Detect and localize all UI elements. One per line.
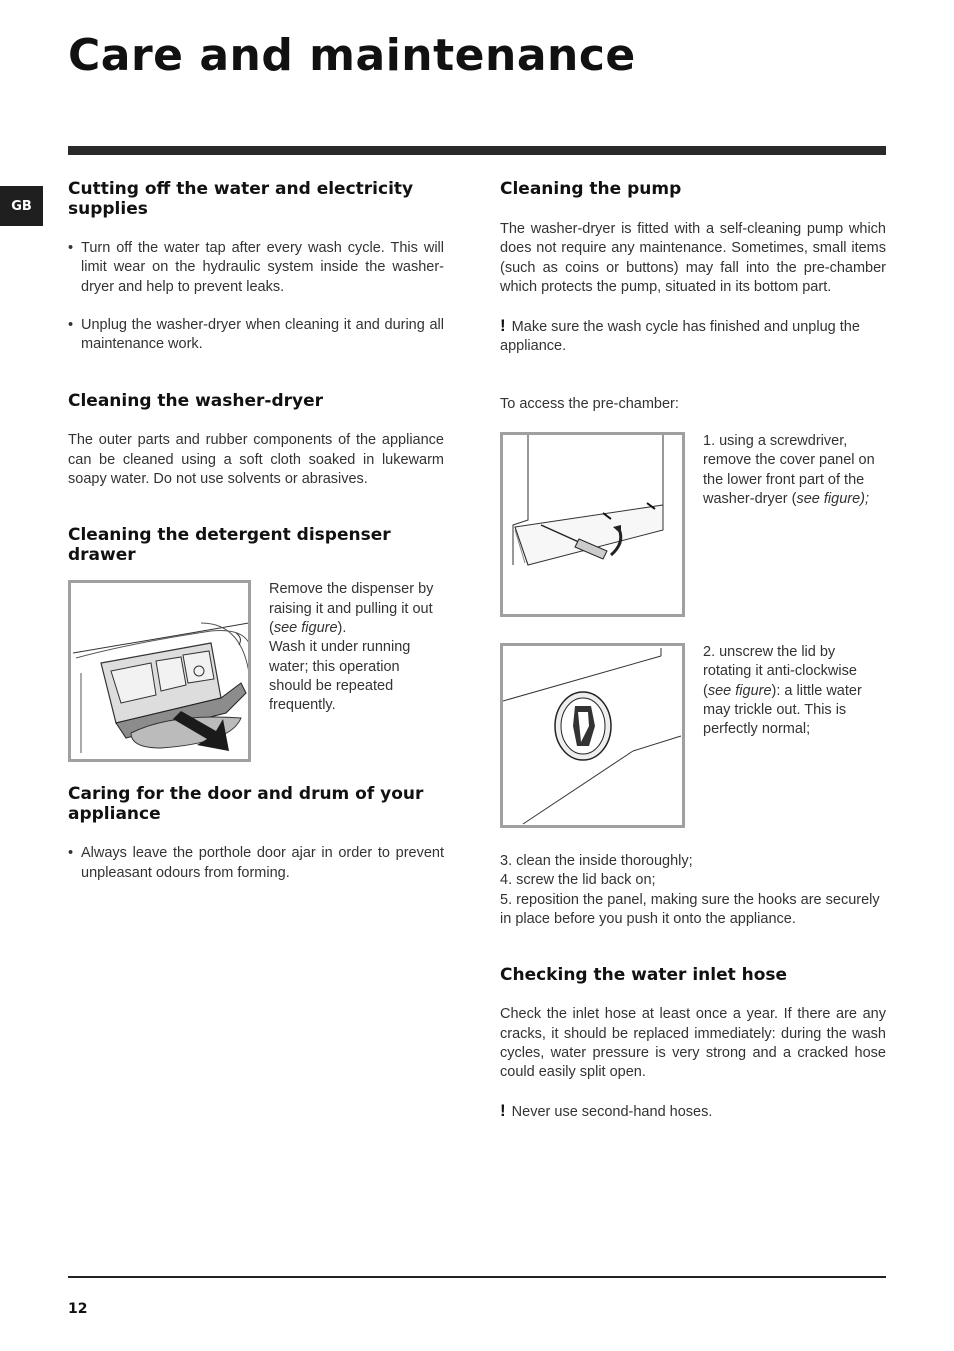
drawer-text-c: Wash it under running water; this operation should be repeated frequently. [269, 639, 411, 714]
step1-b: ); [860, 490, 870, 507]
drawer-figure-row [68, 580, 444, 762]
step2-b: ): a little water may trickle out. This is perfectly normal; [703, 682, 862, 738]
bullet-door-ajar: • Always leave the porthole door ajar in order to prevent unpleasant odours from forming. [68, 844, 444, 883]
step4-text: 4. screw the lid back on; [500, 872, 656, 889]
pump-lid-illustration [503, 646, 682, 825]
pump-body: The washer-dryer is fitted with a self-cleaning pump which does not require any maintenance. Sometimes, small items (such as coins or buttons) may fall into the pre-chamber which protects the pump, situated in its bottom part. [500, 221, 886, 295]
bullet-turn-off-tap: • Turn off the water tap after every wash cycle. This will limit wear on the hydraulic system inside the washer-dryer and help to prevent leaks. [68, 239, 444, 297]
step2-a: 2. unscrew the lid by rotating it anti-clockwise ( [703, 644, 857, 699]
footer-rule [68, 1276, 886, 1278]
pump-warning-text: Make sure the wash cycle has finished and unplug the appliance. [500, 319, 860, 355]
section-heading-cleaning: Cleaning the washer-dryer [68, 391, 324, 412]
hose-body: Check the inlet hose at least once a year. If there are any cracks, it should be replaced immediately: during the wash cycles, water pressure is very strong and a cracked hose could easily split open. [500, 1006, 886, 1081]
left-column [68, 179, 444, 883]
section-heading-cutoff: Cutting off the water and electricity supplies [68, 179, 414, 219]
section-heading-pump: Cleaning the pump [500, 179, 682, 199]
cover-panel-illustration [503, 435, 682, 614]
step1-row [500, 432, 886, 617]
step2-see-figure: see figure [707, 682, 772, 699]
hose-warning [500, 1101, 886, 1122]
language-tab: GB [0, 186, 43, 226]
cleaning-body: The outer parts and rubber components of the appliance can be cleaned using a soft cloth soaked in lukewarm soapy water. Do not use solvents or abrasives. [68, 432, 444, 488]
page-number: 12 [68, 1301, 88, 1317]
step3-text: 3. clean the inside thoroughly; [500, 853, 693, 870]
step1-a: 1. using a screwdriver, remove the cover panel on the lower front part of the washer-dryer ( [703, 433, 875, 507]
bullet-unplug: • Unplug the washer-dryer when cleaning it and during all maintenance work. [68, 316, 444, 355]
step1-see-figure: see figure [796, 490, 861, 507]
pump-warning [500, 316, 886, 357]
section-heading-hose: Checking the water inlet hose [500, 965, 788, 986]
cover-panel-figure [500, 432, 685, 617]
section-heading-drawer: Cleaning the detergent dispenser drawer [68, 525, 391, 566]
section-heading-door: Caring for the door and drum of your appliance [68, 784, 424, 825]
drawer-instructions [269, 580, 444, 762]
dispenser-drawer-illustration [71, 583, 248, 759]
warning-mark: ! [500, 1101, 506, 1121]
step1-text [703, 432, 886, 617]
warning-mark: ! [500, 316, 506, 336]
page-title: Care and maintenance [68, 30, 636, 81]
step5-text: 5. reposition the panel, making sure the hooks are securely in place before you push it onto the appliance. [500, 891, 880, 927]
drawer-text-b: ). [337, 619, 347, 636]
step2-text [703, 643, 886, 828]
dispenser-drawer-figure [68, 580, 251, 762]
hose-warning-text: Never use second-hand hoses. [511, 1104, 713, 1121]
drawer-see-figure: see figure [273, 619, 338, 636]
drawer-text-a: Remove the dispenser by raising it and pulling it out ( [269, 581, 434, 636]
right-column [500, 179, 886, 1123]
header-rule [68, 146, 886, 155]
pump-access-text: To access the pre-chamber: [500, 395, 679, 412]
step2-row [500, 643, 886, 828]
pump-lid-figure [500, 643, 685, 828]
